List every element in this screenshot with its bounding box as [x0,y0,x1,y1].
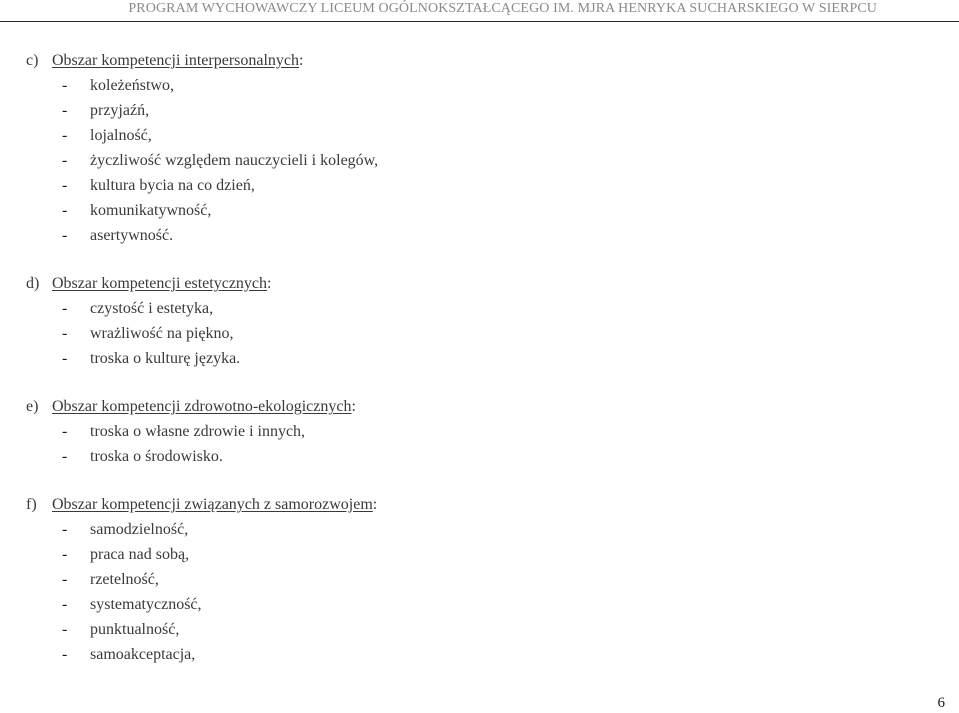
list-item [26,321,926,346]
dash-bullet: - [62,152,68,169]
list-item-text: życzliwość względem nauczycieli i kolegów, [90,152,379,169]
list-item [26,642,926,667]
dash-bullet: - [62,521,68,538]
list-item-text: wrażliwość na piękno, [90,325,234,342]
section-health-ecology [26,394,926,469]
competency-list [26,73,926,248]
page-number: 6 [937,695,945,711]
list-item-text: czystość i estetyka, [90,300,214,317]
list-item-text: praca nad sobą, [90,546,190,563]
dash-bullet: - [62,127,68,144]
competency-list [26,517,926,667]
list-item [26,73,926,98]
header-title: PROGRAM WYCHOWAWCZY LICEUM OGÓLNOKSZTAŁCĄCEGO IM. MJRA HENRYKA SUCHARSKIEGO W SIERPCU [128,1,877,16]
section-letter: e) [26,398,39,415]
list-item [26,346,926,371]
dash-bullet: - [62,596,68,613]
section-title: Obszar kompetencji zdrowotno-ekologicznych [52,398,352,415]
list-item [26,148,926,173]
list-item-text: punktualność, [90,621,180,638]
section-heading [26,48,926,73]
list-item [26,542,926,567]
section-title: Obszar kompetencji związanych z samorozwojem [52,496,373,513]
list-item-text: samodzielność, [90,521,189,538]
list-item [26,517,926,542]
page-header [0,0,959,22]
dash-bullet: - [62,350,68,367]
dash-bullet: - [62,423,68,440]
list-item-text: kultura bycia na co dzień, [90,177,255,194]
dash-bullet: - [62,546,68,563]
competency-list [26,419,926,469]
dash-bullet: - [62,571,68,588]
section-title: Obszar kompetencji interpersonalnych [52,52,300,69]
section-self-development [26,492,926,667]
dash-bullet: - [62,202,68,219]
list-item-text: przyjaźń, [90,102,150,119]
section-aesthetic [26,271,926,371]
list-item-text: troska o kulturę języka. [90,350,241,367]
list-item-text: rzetelność, [90,571,159,588]
dash-bullet: - [62,621,68,638]
document-body [26,48,926,667]
section-heading [26,394,926,419]
list-item [26,444,926,469]
heading-colon: : [351,398,356,415]
dash-bullet: - [62,177,68,194]
dash-bullet: - [62,325,68,342]
list-item [26,592,926,617]
section-title: Obszar kompetencji estetycznych [52,275,268,292]
section-interpersonal [26,48,926,248]
list-item [26,98,926,123]
section-letter: c) [26,52,39,69]
list-item [26,419,926,444]
dash-bullet: - [62,300,68,317]
list-item-text: koleżeństwo, [90,77,174,94]
dash-bullet: - [62,77,68,94]
heading-colon: : [372,496,378,513]
section-heading [26,271,926,296]
section-letter: d) [26,275,40,292]
list-item-text: troska o środowisko. [90,448,223,465]
dash-bullet: - [62,227,68,244]
list-item [26,123,926,148]
list-item [26,173,926,198]
list-item [26,567,926,592]
heading-colon: : [299,52,304,69]
list-item-text: troska o własne zdrowie i innych, [90,423,306,440]
list-item [26,617,926,642]
list-item [26,296,926,321]
list-item [26,198,926,223]
list-item-text: systematyczność, [90,596,202,613]
dash-bullet: - [62,646,68,663]
heading-colon: : [267,275,272,292]
list-item [26,223,926,248]
competency-list [26,296,926,371]
section-letter: f) [26,496,37,513]
section-heading [26,492,926,517]
list-item-text: lojalność, [90,127,152,144]
list-item-text: samoakceptacja, [90,646,196,663]
list-item-text: asertywność. [90,227,174,244]
list-item-text: komunikatywność, [90,202,212,219]
dash-bullet: - [62,102,68,119]
dash-bullet: - [62,448,68,465]
